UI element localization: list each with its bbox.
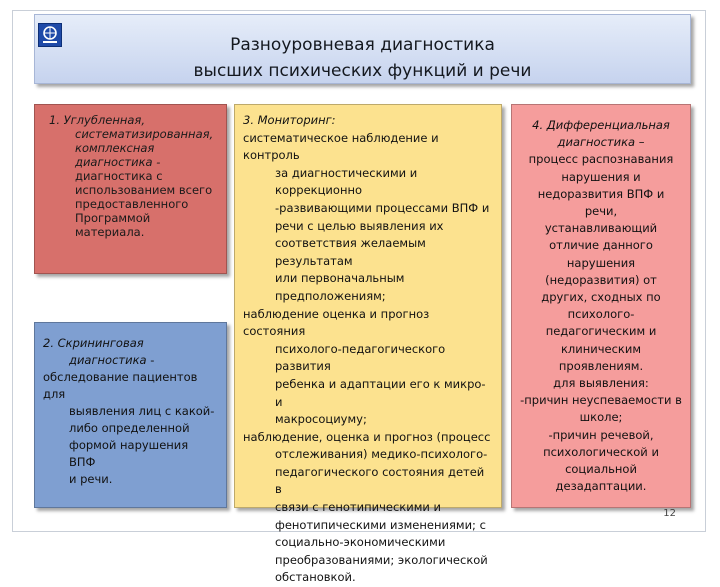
card-4-line: психологической и (543, 444, 659, 459)
card-4-line: проявлениям. (558, 358, 644, 373)
card-4-line: -причин неуспеваемости в (520, 393, 682, 408)
card-monitoring (234, 104, 502, 585)
page-number: 12 (663, 508, 676, 519)
card-2-body-line: обследование пациентов для (43, 370, 198, 401)
card-3-paragraph-1 (243, 130, 493, 306)
card-3-paragraph-3 (243, 429, 493, 587)
card-4-line: социальной (565, 462, 637, 477)
card-1-title-line: диагностика - (75, 155, 161, 169)
card-4-line: школе; (579, 410, 623, 425)
card-differential-diagnostics (511, 104, 691, 508)
card-4-line: психолого- (567, 307, 635, 322)
card-1-body (43, 169, 218, 239)
card-4-body (518, 151, 684, 495)
card-2-body-line: формой нарушения ВПФ (69, 438, 189, 469)
card-3-line: систематическое наблюдение и контроль (243, 130, 439, 163)
card-4-line: других, сходных по (541, 290, 661, 305)
card-3-line: -развивающими процессами ВПФ и (275, 200, 490, 215)
card-4-line: педагогическим и (545, 324, 657, 339)
card-2-title (43, 335, 218, 369)
title-line-1: Разноуровневая диагностика (230, 35, 495, 55)
card-4-line: недоразвития ВПФ и (537, 186, 665, 201)
card-4-line: нарушения (566, 255, 636, 270)
card-2-title-line: 2. Скрининговая (43, 336, 144, 350)
card-2-title-dash: - (146, 353, 155, 367)
card-3-line: отслеживания) медико-психолого- (275, 447, 488, 462)
card-4-line: -причин речевой, (548, 427, 654, 442)
card-1-title-line: 1. Углубленная, (49, 113, 146, 127)
card-3-line: обстановкой. (275, 570, 356, 585)
card-2-title-word: диагностика (69, 353, 147, 367)
card-3-line: ребенка и адаптации его к микро- и (275, 376, 486, 409)
card-3-title: 3. Мониторинг: (243, 113, 336, 127)
card-3-line: речи с целью выявления их (275, 218, 444, 233)
card-1-title-line: комплексная (75, 141, 155, 155)
card-3-line: наблюдение, оценка и прогноз (процесс (243, 429, 491, 444)
card-3-line: психолого-педагогического развития (275, 341, 446, 374)
card-3-line: макросоциуму; (275, 412, 367, 427)
card-4-line: дезадаптации. (555, 479, 647, 494)
card-comprehensive-diagnostics (34, 104, 227, 274)
card-3-line: за диагностическими и коррекционно (275, 165, 418, 198)
card-3-paragraph-2 (243, 306, 493, 429)
card-4-line: (недоразвития) от (545, 272, 657, 287)
card-3-line: связи с генотипическими и (275, 500, 441, 515)
card-1-body-line: предоставленного (75, 197, 189, 211)
card-4-line: клиническим (560, 341, 642, 356)
card-3-line: педагогического состояния детей в (275, 464, 485, 497)
card-3-line: соответствия желаемым результатам (275, 236, 426, 268)
card-screening-diagnostics (34, 322, 227, 508)
title-line-2: высших психических функций и речи (193, 61, 532, 81)
card-3-line: или первоначальным (275, 271, 405, 286)
card-4-line: процесс распознавания (528, 152, 674, 167)
card-2-body-line: выявления лиц с какой- (69, 404, 215, 418)
card-1-title-line: систематизированная, (75, 127, 214, 141)
card-2-body (43, 369, 218, 488)
card-3-line: предположениям; (275, 288, 386, 303)
card-1-body-line: диагностика с (75, 169, 163, 183)
card-4-title-dash: – (635, 135, 645, 150)
card-4-line: отличие данного (549, 238, 653, 253)
title-box (34, 14, 691, 84)
card-1-body-line: Программой материала. (75, 211, 151, 239)
card-4-title-word: диагностика (557, 135, 636, 150)
card-4-line: устанавливающий (544, 221, 658, 236)
card-4-title-line: 4. Дифференциальная (532, 118, 670, 132)
card-3-line: наблюдение оценка и прогноз состояния (243, 306, 430, 339)
card-2-body-line: и речи. (69, 472, 113, 486)
card-1-body-line: использованием всего (75, 183, 213, 197)
card-4-line: нарушения и (561, 169, 641, 184)
card-4-title (518, 117, 684, 151)
card-2-body-line: либо определенной (69, 421, 190, 435)
card-1-title (43, 113, 218, 169)
card-4-line: для выявления: (553, 376, 649, 391)
card-3-line: фенотипическими изменениями; с (275, 517, 486, 532)
card-4-line: речи, (584, 204, 618, 219)
card-3-line: социально-экономическими (275, 535, 446, 550)
card-3-line: преобразованиями; экологической (275, 552, 488, 567)
